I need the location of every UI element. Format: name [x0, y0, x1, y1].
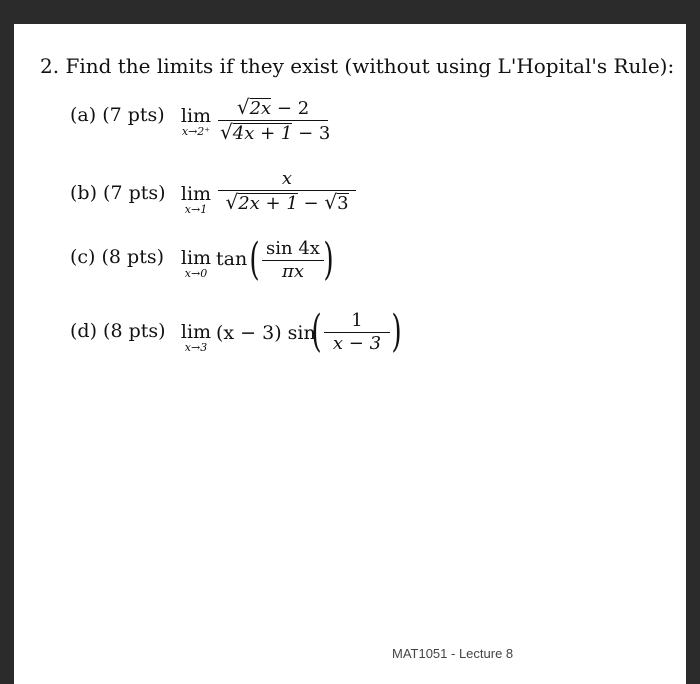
problem-a	[70, 96, 430, 156]
viewer-left-edge	[0, 24, 14, 684]
problem-b-limit	[176, 184, 216, 216]
lim-word: lim	[180, 247, 212, 269]
tan-function: tan	[216, 248, 248, 270]
fraction-numerator: sin 4x	[266, 238, 320, 259]
fraction-denominator: √2x + 1 − √3	[225, 190, 349, 215]
problem-d-label: (d) (8 pts)	[70, 320, 166, 342]
lim-subscript: x→1	[184, 203, 208, 216]
problem-c-limit	[176, 248, 216, 280]
lim-word: lim	[180, 321, 212, 343]
viewer-top-bar	[0, 0, 700, 24]
problem-d-fraction	[324, 310, 390, 355]
left-paren: (	[249, 234, 260, 285]
fraction-denominator: √4x + 1 − 3	[220, 120, 331, 145]
page-footer: MAT1051 - Lecture 8	[392, 646, 514, 661]
problem-a-label: (a) (7 pts)	[70, 104, 165, 126]
limit-expression: (x − 3) sin	[216, 322, 316, 344]
lim-word: lim	[180, 183, 212, 205]
problem-b	[70, 168, 430, 228]
fraction-numerator: 1	[351, 310, 363, 331]
problem-c	[70, 236, 430, 296]
lim-subscript: x→2⁺	[181, 125, 211, 138]
fraction-numerator: √2x − 2	[236, 95, 310, 119]
fraction-denominator: πx	[282, 261, 304, 283]
problem-c-fraction	[262, 238, 324, 283]
right-paren: )	[391, 306, 402, 357]
lim-subscript: x→0	[184, 267, 208, 280]
problem-c-label: (c) (8 pts)	[70, 246, 165, 268]
problem-b-label: (b) (7 pts)	[70, 182, 166, 204]
right-paren: )	[323, 234, 334, 285]
question-heading: 2. Find the limits if they exist (without using L'Hopital's Rule):	[40, 54, 675, 78]
document-page	[14, 24, 686, 684]
left-paren: (	[311, 306, 322, 357]
lim-word: lim	[180, 105, 212, 127]
problem-b-fraction	[218, 168, 356, 215]
problem-d	[70, 306, 430, 366]
problem-a-fraction	[218, 95, 331, 145]
fraction-denominator: x − 3	[332, 333, 382, 355]
fraction-numerator: x	[281, 168, 293, 189]
viewer-right-edge	[686, 24, 700, 684]
problem-d-limit	[176, 322, 216, 354]
lim-subscript: x→3	[184, 341, 208, 354]
problem-a-limit	[176, 106, 216, 138]
